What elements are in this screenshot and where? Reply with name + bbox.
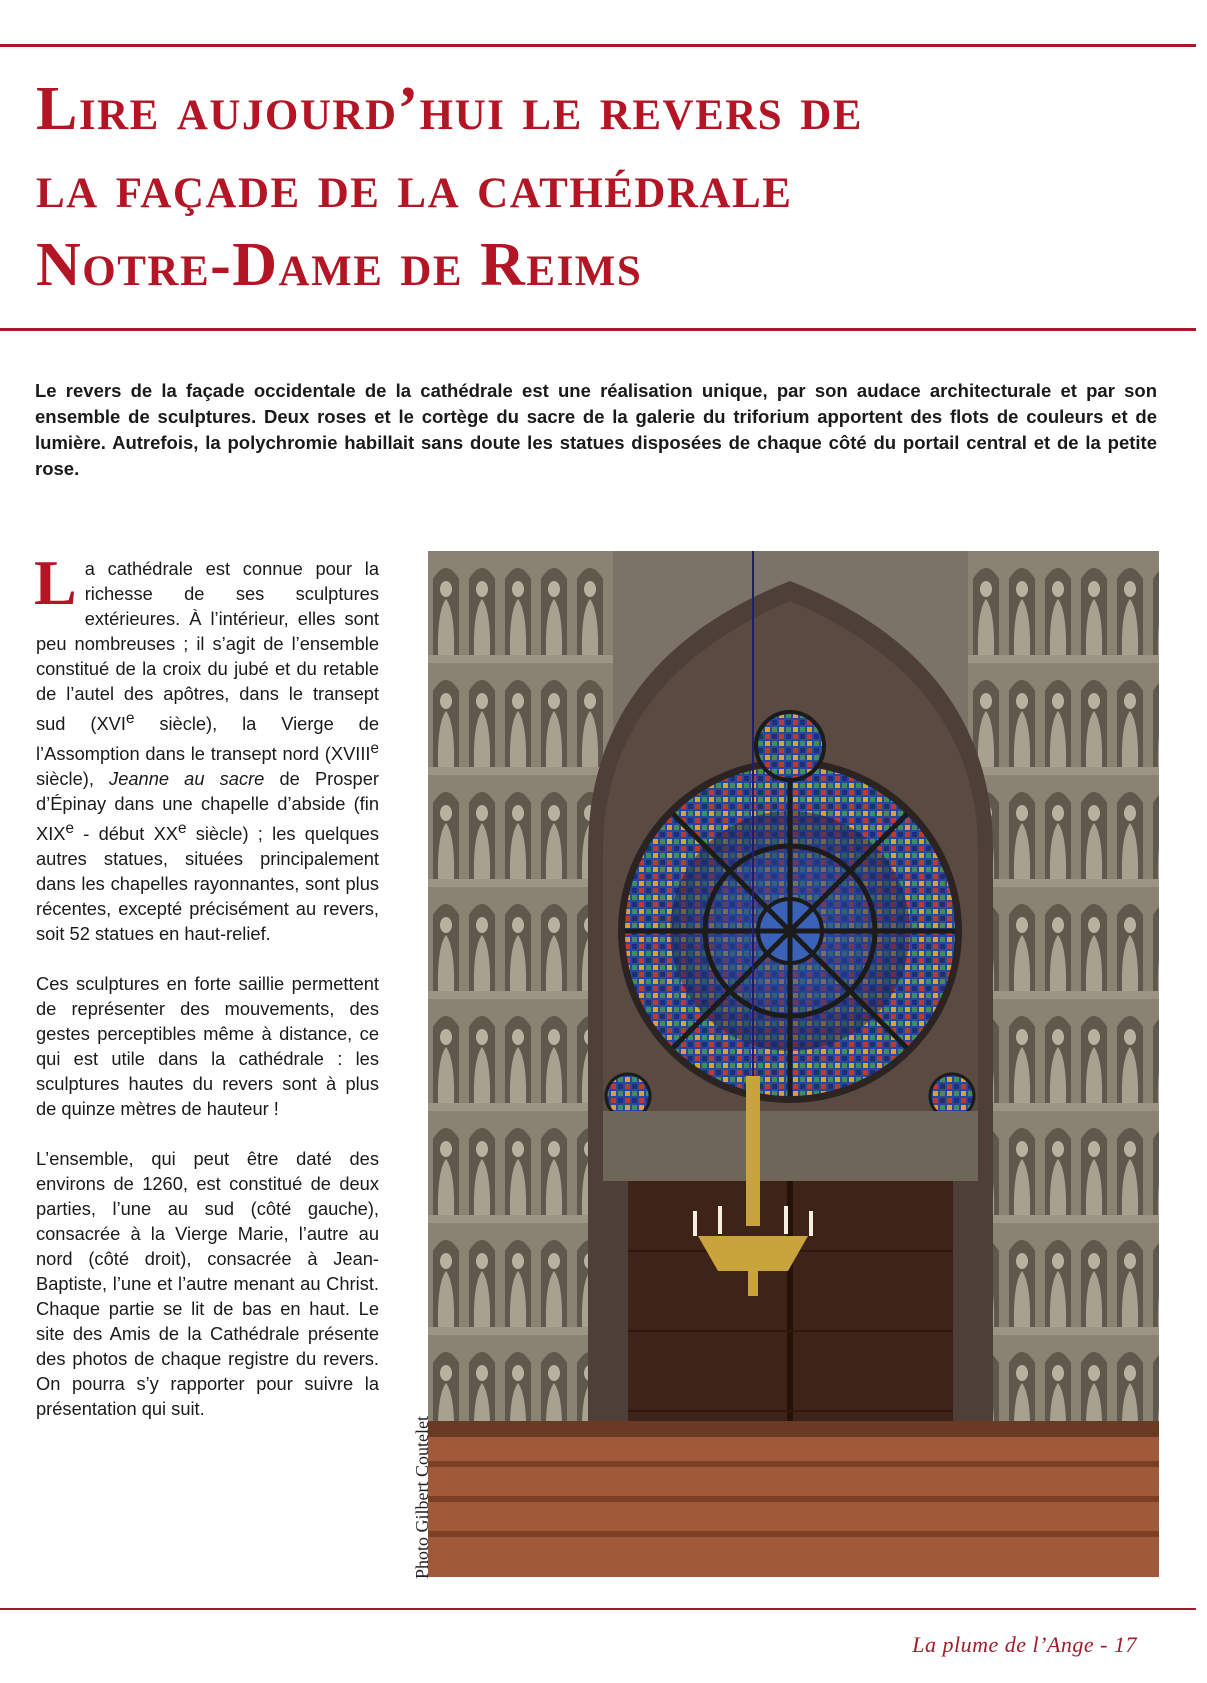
body-paragraph-1: La cathédrale est connue pour la richesse de ses sculptures extérieures. À l’intérieur, elles sont peu nombreuses ; il s’agit de l’ensemble constitué de la croix du jubé et du retable de l’autel des apôtres, dans le transept sud (XVIe siècle), la Vierge de l’Assomption dans le transept nord (XVIIIe siècle), Jeanne au sacre de Prosper d’Épinay dans une chapelle d’abside (fin XIXe - début XXe siècle) ; les quelques autres statues, situées principalement dans les chapelles rayonnantes, sont plus récentes, excepté précisément au revers, soit 52 statues en haut-relief. [34,547,379,945]
cathedral-photo [428,551,1159,1577]
body-column [34,547,379,1446]
title-line-1: Lire aujourd’hui le revers de [36,75,863,143]
title-line-2: la façade de la cathédrale [36,153,793,221]
drop-cap: L [34,547,77,618]
intro-paragraph: Le revers de la façade occidentale de la cathédrale est une réalisation unique, par son audace architecturale et par son ensemble de sculptures. Deux roses et le cortège du sacre de la galerie du triforium apportent des flots de couleurs et de lumière. Autrefois, la polychromie habillait sans doute les statues disposées de chaque côté du portail central et de la petite rose. [35,380,1157,479]
photo-credit: Photo Gilbert Coutelet [412,1416,432,1579]
page-footer: La plume de l’Ange - 17 [912,1632,1137,1657]
cathedral-photo-illustration [428,551,1159,1577]
bottom-rule [0,1608,1196,1610]
body-paragraph-2: Ces sculptures en forte saillie permettent de représenter des mouvements, des gestes perceptibles même à distance, ce qui est utile dans la cathédrale : les sculptures hautes du revers sont à plus de quinze mètres de hauteur ! [36,973,379,1120]
title-rule [0,328,1196,331]
article-title [36,70,1176,304]
italic-title: Jeanne au sacre [109,768,265,790]
body-paragraph-3: L’ensemble, qui peut être daté des environs de 1260, est constitué de deux parties, l’une au sud (côté gauche), consacrée à la Vierge Marie, l’autre au nord (côté droit), consacrée à Jean-Baptiste, l’une et l’autre menant au Christ. Chaque partie se lit de bas en haut. Le site des Amis de la Cathédrale présente des photos de chaque registre du revers. On pourra s’y rapporter pour suivre la présentation qui suit. [36,1148,379,1420]
title-line-3: Notre-Dame de Reims [36,231,643,299]
top-rule [0,44,1196,47]
